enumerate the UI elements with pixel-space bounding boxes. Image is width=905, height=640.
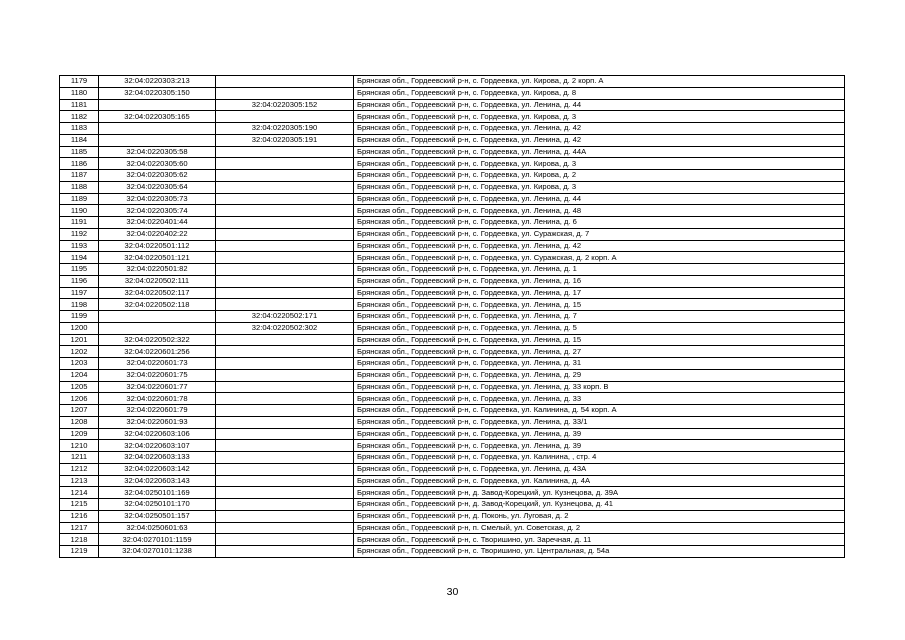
cadastral-number-cell: 32:04:0220502:117	[99, 287, 216, 299]
row-number-cell: 1196	[60, 275, 99, 287]
row-number-cell: 1212	[60, 463, 99, 475]
address-cell: Брянская обл., Гордеевский р-н, с. Гордеевка, ул. Ленина, д. 1	[354, 264, 845, 276]
row-number-cell: 1205	[60, 381, 99, 393]
address-cell: Брянская обл., Гордеевский р-н, д. Поконь, ул. Луговая, д. 2	[354, 510, 845, 522]
address-cell: Брянская обл., Гордеевский р-н, с. Гордеевка, ул. Ленина, д. 44	[354, 99, 845, 111]
cadastral-number-cell: 32:04:0220603:133	[99, 452, 216, 464]
row-number-cell: 1182	[60, 111, 99, 123]
cadastral-number-cell: 32:04:0220601:78	[99, 393, 216, 405]
table-row	[60, 170, 845, 182]
table-row	[60, 217, 845, 229]
cadastral-number-alt-cell	[216, 499, 354, 511]
cadastral-number-alt-cell: 32:04:0220502:302	[216, 322, 354, 334]
cadastral-number-cell: 32:04:0220603:106	[99, 428, 216, 440]
cadastral-number-cell: 32:04:0220601:73	[99, 358, 216, 370]
table-row	[60, 463, 845, 475]
cadastral-number-cell	[99, 134, 216, 146]
cadastral-number-cell: 32:04:0220305:58	[99, 146, 216, 158]
cadastral-number-alt-cell	[216, 170, 354, 182]
address-cell: Брянская обл., Гордеевский р-н, с. Гордеевка, ул. Ленина, д. 39	[354, 428, 845, 440]
cadastral-number-alt-cell	[216, 416, 354, 428]
address-cell: Брянская обл., Гордеевский р-н, с. Гордеевка, ул. Ленина, д. 6	[354, 217, 845, 229]
address-cell: Брянская обл., Гордеевский р-н, д. Завод-Корецкий, ул. Кузнецова, д. 41	[354, 499, 845, 511]
cadastral-number-alt-cell	[216, 463, 354, 475]
address-cell: Брянская обл., Гордеевский р-н, с. Гордеевка, ул. Ленина, д. 39	[354, 440, 845, 452]
table-row	[60, 428, 845, 440]
cadastral-number-cell	[99, 123, 216, 135]
address-cell: Брянская обл., Гордеевский р-н, с. Гордеевка, ул. Ленина, д. 33/1	[354, 416, 845, 428]
table-row	[60, 393, 845, 405]
cadastral-number-cell: 32:04:0270101:1238	[99, 546, 216, 558]
row-number-cell: 1192	[60, 228, 99, 240]
cadastral-number-cell: 32:04:0220305:74	[99, 205, 216, 217]
cadastral-number-cell: 32:04:0220601:256	[99, 346, 216, 358]
cadastral-number-cell: 32:04:0220601:93	[99, 416, 216, 428]
cadastral-number-cell: 32:04:0220603:143	[99, 475, 216, 487]
table-row	[60, 252, 845, 264]
cadastral-number-cell	[99, 311, 216, 323]
address-cell: Брянская обл., Гордеевский р-н, с. Гордеевка, ул. Кирова, д. 3	[354, 111, 845, 123]
address-cell: Брянская обл., Гордеевский р-н, с. Гордеевка, ул. Кирова, д. 3	[354, 181, 845, 193]
table-row	[60, 228, 845, 240]
table-row	[60, 499, 845, 511]
row-number-cell: 1204	[60, 369, 99, 381]
row-number-cell: 1203	[60, 358, 99, 370]
table-row	[60, 111, 845, 123]
address-cell: Брянская обл., Гордеевский р-н, с. Гордеевка, ул. Ленина, д. 33	[354, 393, 845, 405]
cadastral-number-alt-cell	[216, 287, 354, 299]
page-number: 30	[446, 586, 459, 598]
cadastral-number-cell: 32:04:0220603:107	[99, 440, 216, 452]
table-row	[60, 76, 845, 88]
table-row	[60, 440, 845, 452]
row-number-cell: 1181	[60, 99, 99, 111]
cadastral-number-alt-cell	[216, 522, 354, 534]
table-row	[60, 369, 845, 381]
cadastral-number-alt-cell	[216, 510, 354, 522]
address-cell: Брянская обл., Гордеевский р-н, с. Гордеевка, ул. Кирова, д. 3	[354, 158, 845, 170]
address-cell: Брянская обл., Гордеевский р-н, с. Гордеевка, ул. Калинина, , стр. 4	[354, 452, 845, 464]
address-cell: Брянская обл., Гордеевский р-н, с. Гордеевка, ул. Ленина, д. 15	[354, 299, 845, 311]
row-number-cell: 1217	[60, 522, 99, 534]
address-cell: Брянская обл., Гордеевский р-н, с. Гордеевка, ул. Ленина, д. 17	[354, 287, 845, 299]
cadastral-number-alt-cell	[216, 369, 354, 381]
cadastral-number-alt-cell	[216, 346, 354, 358]
cadastral-number-cell: 32:04:0220305:64	[99, 181, 216, 193]
table-row	[60, 487, 845, 499]
cadastral-number-cell: 32:04:0220601:79	[99, 405, 216, 417]
cadastral-number-cell	[99, 99, 216, 111]
table-row	[60, 452, 845, 464]
cadastral-number-cell: 32:04:0220305:73	[99, 193, 216, 205]
address-cell: Брянская обл., Гордеевский р-н, с. Гордеевка, ул. Ленина, д. 42	[354, 240, 845, 252]
cadastral-number-alt-cell	[216, 393, 354, 405]
address-cell: Брянская обл., Гордеевский р-н, с. Гордеевка, ул. Кирова, д. 2	[354, 170, 845, 182]
row-number-cell: 1195	[60, 264, 99, 276]
cadastral-number-alt-cell	[216, 534, 354, 546]
cadastral-number-cell: 32:04:0220303:213	[99, 76, 216, 88]
row-number-cell: 1194	[60, 252, 99, 264]
table-row	[60, 99, 845, 111]
cadastral-number-alt-cell	[216, 358, 354, 370]
address-cell: Брянская обл., Гордеевский р-н, с. Гордеевка, ул. Ленина, д. 43А	[354, 463, 845, 475]
row-number-cell: 1183	[60, 123, 99, 135]
table-row	[60, 134, 845, 146]
cadastral-number-alt-cell	[216, 546, 354, 558]
cadastral-number-cell: 32:04:0220502:118	[99, 299, 216, 311]
cadastral-number-alt-cell	[216, 158, 354, 170]
table-row	[60, 510, 845, 522]
cadastral-number-cell: 32:04:0220305:150	[99, 87, 216, 99]
address-cell: Брянская обл., Гордеевский р-н, п. Смелый, ул. Советская, д. 2	[354, 522, 845, 534]
table-row	[60, 416, 845, 428]
address-cell: Брянская обл., Гордеевский р-н, с. Гордеевка, ул. Ленина, д. 7	[354, 311, 845, 323]
cadastral-number-cell: 32:04:0220603:142	[99, 463, 216, 475]
address-cell: Брянская обл., Гордеевский р-н, д. Завод-Корецкий, ул. Кузнецова, д. 39А	[354, 487, 845, 499]
cadastral-number-cell: 32:04:0220502:111	[99, 275, 216, 287]
cadastral-number-alt-cell	[216, 76, 354, 88]
table-row	[60, 275, 845, 287]
cadastral-number-cell: 32:04:0220501:82	[99, 264, 216, 276]
cadastral-number-alt-cell	[216, 240, 354, 252]
address-cell: Брянская обл., Гордеевский р-н, с. Гордеевка, ул. Ленина, д. 42	[354, 123, 845, 135]
row-number-cell: 1180	[60, 87, 99, 99]
table-row	[60, 87, 845, 99]
address-cell: Брянская обл., Гордеевский р-н, с. Гордеевка, ул. Ленина, д. 48	[354, 205, 845, 217]
row-number-cell: 1179	[60, 76, 99, 88]
address-cell: Брянская обл., Гордеевский р-н, с. Гордеевка, ул. Суражская, д. 2 корп. А	[354, 252, 845, 264]
table-row	[60, 287, 845, 299]
row-number-cell: 1185	[60, 146, 99, 158]
cadastral-number-alt-cell	[216, 452, 354, 464]
row-number-cell: 1189	[60, 193, 99, 205]
row-number-cell: 1197	[60, 287, 99, 299]
table-row	[60, 240, 845, 252]
cadastral-number-alt-cell	[216, 440, 354, 452]
row-number-cell: 1184	[60, 134, 99, 146]
address-cell: Брянская обл., Гордеевский р-н, с. Гордеевка, ул. Калинина, д. 54 корп. А	[354, 405, 845, 417]
address-cell: Брянская обл., Гордеевский р-н, с. Гордеевка, ул. Ленина, д. 44А	[354, 146, 845, 158]
address-cell: Брянская обл., Гордеевский р-н, с. Творишино, ул. Центральная, д. 54а	[354, 546, 845, 558]
cadastral-number-cell: 32:04:0220501:112	[99, 240, 216, 252]
address-cell: Брянская обл., Гордеевский р-н, с. Гордеевка, ул. Ленина, д. 42	[354, 134, 845, 146]
cadastral-number-cell: 32:04:0220401:44	[99, 217, 216, 229]
cadastral-number-cell: 32:04:0220601:77	[99, 381, 216, 393]
cadastral-number-alt-cell	[216, 428, 354, 440]
row-number-cell: 1193	[60, 240, 99, 252]
table-row	[60, 546, 845, 558]
table-row	[60, 158, 845, 170]
cadastral-table	[59, 75, 845, 558]
cadastral-number-alt-cell	[216, 405, 354, 417]
row-number-cell: 1206	[60, 393, 99, 405]
row-number-cell: 1201	[60, 334, 99, 346]
cadastral-number-alt-cell	[216, 181, 354, 193]
table-row	[60, 322, 845, 334]
table-row	[60, 123, 845, 135]
cadastral-number-cell: 32:04:0250101:169	[99, 487, 216, 499]
table-row	[60, 311, 845, 323]
cadastral-number-alt-cell	[216, 217, 354, 229]
table-row	[60, 358, 845, 370]
cadastral-number-alt-cell: 32:04:0220502:171	[216, 311, 354, 323]
cadastral-number-alt-cell	[216, 264, 354, 276]
cadastral-number-cell: 32:04:0220305:165	[99, 111, 216, 123]
cadastral-number-alt-cell: 32:04:0220305:190	[216, 123, 354, 135]
cadastral-number-cell: 32:04:0270101:1159	[99, 534, 216, 546]
cadastral-number-cell: 32:04:0220502:322	[99, 334, 216, 346]
address-cell: Брянская обл., Гордеевский р-н, с. Гордеевка, ул. Ленина, д. 33 корп. В	[354, 381, 845, 393]
cadastral-number-alt-cell	[216, 146, 354, 158]
cadastral-number-alt-cell	[216, 475, 354, 487]
address-cell: Брянская обл., Гордеевский р-н, с. Гордеевка, ул. Ленина, д. 15	[354, 334, 845, 346]
address-cell: Брянская обл., Гордеевский р-н, с. Гордеевка, ул. Кирова, д. 8	[354, 87, 845, 99]
row-number-cell: 1191	[60, 217, 99, 229]
cadastral-number-cell: 32:04:0250501:157	[99, 510, 216, 522]
row-number-cell: 1216	[60, 510, 99, 522]
table-row	[60, 381, 845, 393]
row-number-cell: 1210	[60, 440, 99, 452]
address-cell: Брянская обл., Гордеевский р-н, с. Творишино, ул. Заречная, д. 11	[354, 534, 845, 546]
row-number-cell: 1187	[60, 170, 99, 182]
row-number-cell: 1218	[60, 534, 99, 546]
address-cell: Брянская обл., Гордеевский р-н, с. Гордеевка, ул. Ленина, д. 5	[354, 322, 845, 334]
cadastral-number-cell: 32:04:0220501:121	[99, 252, 216, 264]
row-number-cell: 1214	[60, 487, 99, 499]
row-number-cell: 1188	[60, 181, 99, 193]
table-row	[60, 299, 845, 311]
table-row	[60, 334, 845, 346]
cadastral-number-alt-cell	[216, 252, 354, 264]
row-number-cell: 1215	[60, 499, 99, 511]
row-number-cell: 1200	[60, 322, 99, 334]
cadastral-number-cell: 32:04:0250601:63	[99, 522, 216, 534]
cadastral-number-alt-cell	[216, 228, 354, 240]
address-cell: Брянская обл., Гордеевский р-н, с. Гордеевка, ул. Ленина, д. 31	[354, 358, 845, 370]
row-number-cell: 1207	[60, 405, 99, 417]
table-row	[60, 534, 845, 546]
cadastral-number-cell: 32:04:0250101:170	[99, 499, 216, 511]
cadastral-number-cell: 32:04:0220305:60	[99, 158, 216, 170]
table-row	[60, 475, 845, 487]
address-cell: Брянская обл., Гордеевский р-н, с. Гордеевка, ул. Кирова, д. 2 корп. А	[354, 76, 845, 88]
row-number-cell: 1208	[60, 416, 99, 428]
cadastral-number-alt-cell	[216, 111, 354, 123]
cadastral-number-alt-cell	[216, 381, 354, 393]
cadastral-number-alt-cell	[216, 87, 354, 99]
row-number-cell: 1186	[60, 158, 99, 170]
table-row	[60, 264, 845, 276]
address-cell: Брянская обл., Гордеевский р-н, с. Гордеевка, ул. Ленина, д. 16	[354, 275, 845, 287]
cadastral-number-alt-cell	[216, 334, 354, 346]
cadastral-number-cell: 32:04:0220402:22	[99, 228, 216, 240]
table-row	[60, 193, 845, 205]
cadastral-number-alt-cell: 32:04:0220305:152	[216, 99, 354, 111]
table-row	[60, 405, 845, 417]
cadastral-number-alt-cell	[216, 275, 354, 287]
row-number-cell: 1213	[60, 475, 99, 487]
cadastral-number-cell	[99, 322, 216, 334]
row-number-cell: 1199	[60, 311, 99, 323]
cadastral-number-alt-cell	[216, 205, 354, 217]
row-number-cell: 1198	[60, 299, 99, 311]
row-number-cell: 1209	[60, 428, 99, 440]
cadastral-number-alt-cell	[216, 193, 354, 205]
cadastral-number-cell: 32:04:0220601:75	[99, 369, 216, 381]
table-row	[60, 181, 845, 193]
address-cell: Брянская обл., Гордеевский р-н, с. Гордеевка, ул. Ленина, д. 29	[354, 369, 845, 381]
table-body	[60, 76, 845, 558]
address-cell: Брянская обл., Гордеевский р-н, с. Гордеевка, ул. Ленина, д. 44	[354, 193, 845, 205]
address-cell: Брянская обл., Гордеевский р-н, с. Гордеевка, ул. Калинина, д. 4А	[354, 475, 845, 487]
address-cell: Брянская обл., Гордеевский р-н, с. Гордеевка, ул. Ленина, д. 27	[354, 346, 845, 358]
row-number-cell: 1211	[60, 452, 99, 464]
row-number-cell: 1219	[60, 546, 99, 558]
cadastral-number-alt-cell: 32:04:0220305:191	[216, 134, 354, 146]
row-number-cell: 1202	[60, 346, 99, 358]
table-row	[60, 522, 845, 534]
table-row	[60, 346, 845, 358]
address-cell: Брянская обл., Гордеевский р-н, с. Гордеевка, ул. Суражская, д. 7	[354, 228, 845, 240]
cadastral-number-alt-cell	[216, 299, 354, 311]
table-row	[60, 205, 845, 217]
cadastral-number-alt-cell	[216, 487, 354, 499]
cadastral-number-cell: 32:04:0220305:62	[99, 170, 216, 182]
table-row	[60, 146, 845, 158]
row-number-cell: 1190	[60, 205, 99, 217]
